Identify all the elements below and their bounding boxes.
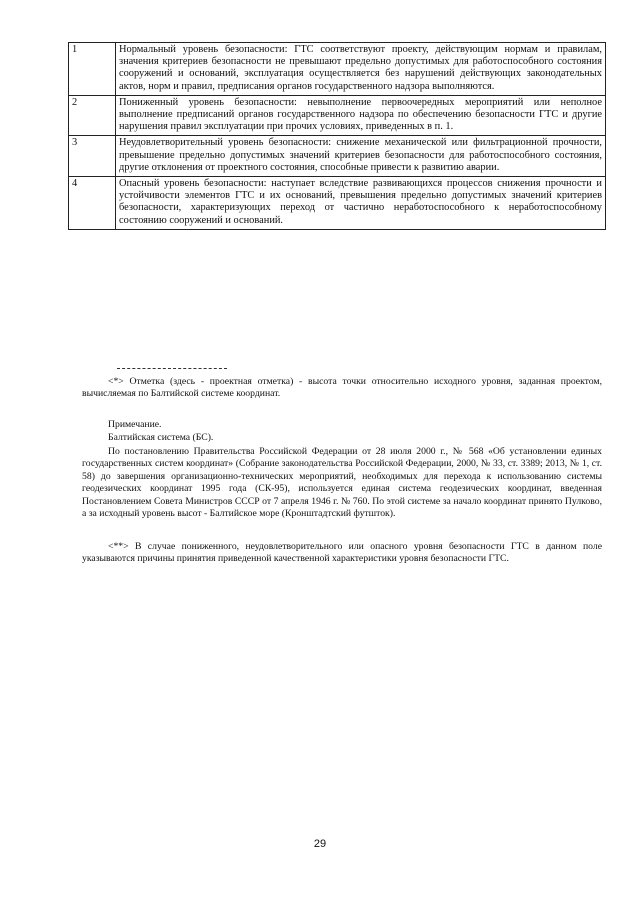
footnote-elevation: <*> Отметка (здесь - проектная отметка) - высота точки относительно исходного уровня, заданная проектом, вычисляемая по Балтийской системе координат. [82, 376, 602, 400]
note-subtitle: Балтийская система (БС). [108, 432, 214, 443]
row-number: 3 [69, 136, 116, 177]
row-number: 1 [69, 43, 116, 96]
row-number: 2 [69, 95, 116, 136]
footnote-separator [117, 368, 227, 369]
note-body: По постановлению Правительства Российской Федерации от 28 июля 2000 г., № 568 «Об установлении единых государственных систем координат» (Собрание законодательства Российской Федерации, 2000, № 33, ст. 3389; 2013, № 1, ст. 58) до завершения организационно-технических мероприятий, необходимых для перехода к использованию системы геодезических координат 1995 года (СК-95), используется единая система геодезических координат, введенная Постановлением Совета Министров СССР от 7 апреля 1946 г. № 760. По этой системе за начало координат принято Пулково, а за исходный уровень высот - Балтийское море (Кронштадтский футшток). [82, 446, 602, 520]
footnote-safety-reasons: <**> В случае пониженного, неудовлетворительного или опасного уровня безопасности ГТС в данном поле указываются причины принятия приведенной качественной характеристики уровня безопасности ГТС. [82, 541, 602, 565]
table-row [69, 136, 606, 177]
row-description: Пониженный уровень безопасности: невыполнение первоочередных мероприятий или неполное выполнение предписаний органов государственного надзора по обеспечению безопасности ГТС и другие нарушения правил эксплуатации при прочих условиях, приведенных в п. 1. [116, 95, 606, 136]
note-title: Примечание. [108, 419, 162, 430]
row-description: Нормальный уровень безопасности: ГТС соответствуют проекту, действующим нормам и правилам, значения критериев безопасности не превышают предельно допустимых для работоспособного состояния сооружений и оснований, эксплуатация осуществляется без нарушений действующих законодательных актов, норм и правил, предписания органов государственного надзора выполняются. [116, 43, 606, 96]
row-description: Опасный уровень безопасности: наступает вследствие развивающихся процессов снижения прочности и устойчивости элементов ГТС и их оснований, превышения предельно допустимых значений критериев безопасности, характеризующих переход от частично неработоспособного к неработоспособному состоянию сооружений и оснований. [116, 177, 606, 230]
table-row [69, 177, 606, 230]
safety-levels-table [68, 42, 606, 230]
table-row [69, 43, 606, 96]
table-row [69, 95, 606, 136]
row-description: Неудовлетворительный уровень безопасности: снижение механической или фильтрационной прочности, превышение предельно допустимых значений критериев безопасности для работоспособного состояния, другие отклонения от проектного состояния, способные привести к развитию аварии. [116, 136, 606, 177]
row-number: 4 [69, 177, 116, 230]
page-number: 29 [313, 838, 327, 850]
